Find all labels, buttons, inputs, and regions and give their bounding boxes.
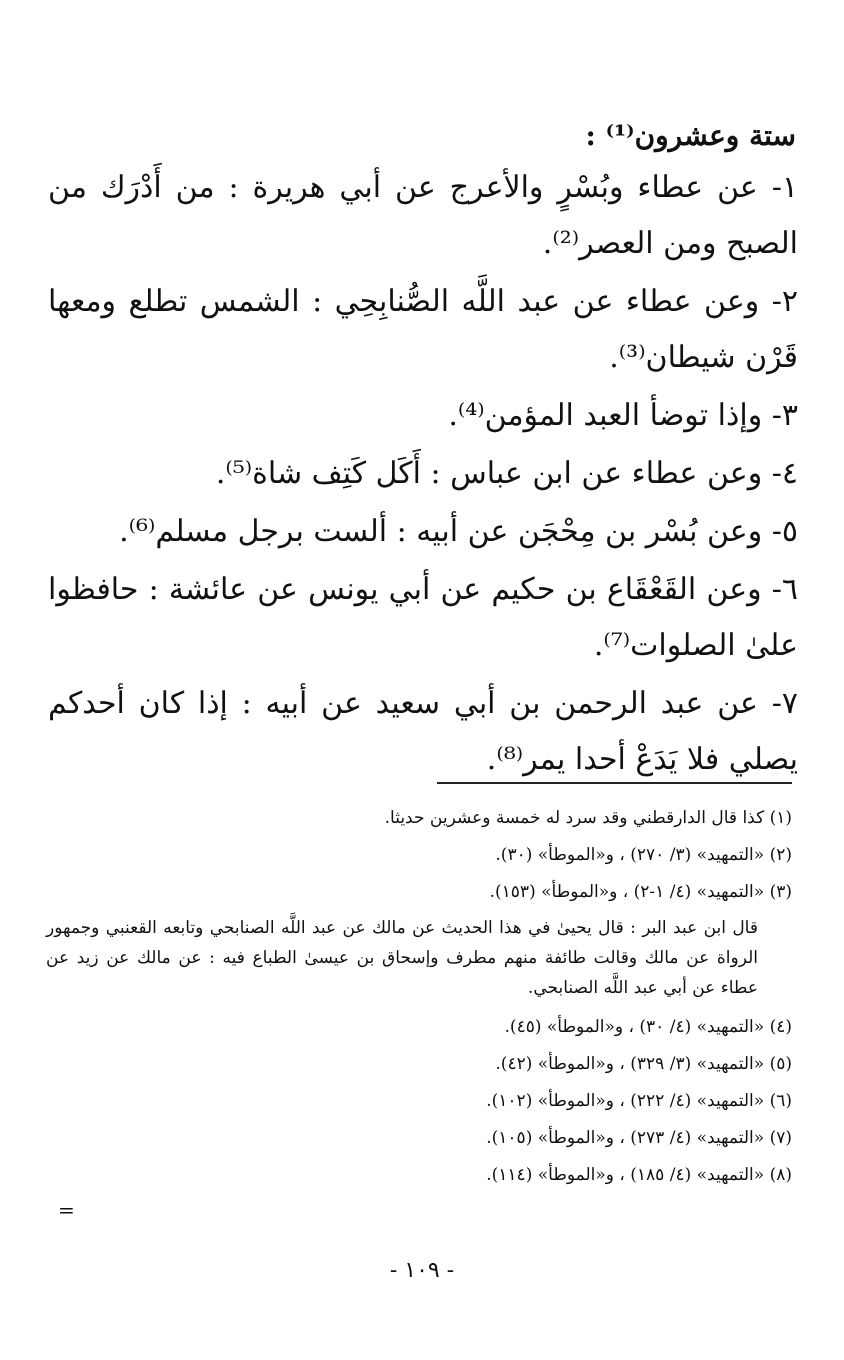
footnote-divider bbox=[437, 782, 792, 784]
footnotes bbox=[46, 800, 792, 1194]
footnote: (٦) «التمهيد» (٤/ ٢٢٢) ، و«الموطأ» (١٠٢). bbox=[486, 1091, 792, 1111]
list-item: ٢- وعن عطاء عن عبد اللَّه الصُّنابِحِي : الشمس تطلع ومعها قَرْن شيطان⁽³⁾. bbox=[48, 284, 798, 375]
footnote: (٤) «التمهيد» (٤/ ٣٠) ، و«الموطأ» (٤٥). bbox=[504, 1017, 792, 1037]
section-heading: ستة وعشرون⁽¹⁾ : bbox=[585, 119, 796, 152]
list-item: ٣- وإذا توضأ العبد المؤمن⁽⁴⁾. bbox=[448, 398, 798, 433]
list-item: ٧- عن عبد الرحمن بن أبي سعيد عن أبيه : إذا كان أحدكم يصلي فلا يَدَعْ أحدا يمر⁽⁸⁾. bbox=[48, 686, 798, 777]
list-item: ٥- وعن بُسْر بن مِحْجَن عن أبيه : ألست برجل مسلم⁽⁶⁾. bbox=[119, 514, 798, 549]
footnote: (٢) «التمهيد» (٣/ ٢٧٠) ، و«الموطأ» (٣٠). bbox=[495, 845, 792, 865]
footnote: (١) كذا قال الدارقطني وقد سرد له خمسة وعشرين حديثا. bbox=[384, 808, 792, 828]
page-number: - ١٠٩ - bbox=[389, 1258, 455, 1283]
list-item: ٦- وعن القَعْقَاع بن حكيم عن أبي يونس عن عائشة : حافظوا علىٰ الصلوات⁽⁷⁾. bbox=[48, 572, 798, 663]
footnote-commentary: قال ابن عبد البر : قال يحيىٰ في هذا الحديث عن مالك عن عبد اللَّه الصنابحي وتابعه القعنبي وجمهور الرواة عن مالك وقالت طائفة منهم مطرف وإسحاق بن عيسىٰ الطباع فيه : عن مالك عن زيد عن عطاء عن أبي عبد اللَّه الصنابحي. bbox=[46, 918, 758, 998]
footnote: (٧) «التمهيد» (٤/ ٢٧٣) ، و«الموطأ» (١٠٥). bbox=[486, 1128, 792, 1148]
list-item: ٤- وعن عطاء عن ابن عباس : أَكَل كَتِف شاة⁽⁵⁾. bbox=[215, 456, 798, 491]
footnote: (٣) «التمهيد» (٤/ ١-٢) ، و«الموطأ» (١٥٣). bbox=[489, 882, 792, 902]
footnote: (٥) «التمهيد» (٣/ ٣٢٩) ، و«الموطأ» (٤٢). bbox=[495, 1054, 792, 1074]
footnote: (٨) «التمهيد» (٤/ ١٨٥) ، و«الموطأ» (١١٤). bbox=[486, 1165, 792, 1185]
hadith-list bbox=[48, 160, 798, 790]
list-item: ١- عن عطاء وبُسْرٍ والأعرج عن أبي هريرة : من أَدْرَك من الصبح ومن العصر⁽²⁾. bbox=[48, 170, 798, 261]
continuation-mark: = bbox=[58, 1198, 75, 1222]
